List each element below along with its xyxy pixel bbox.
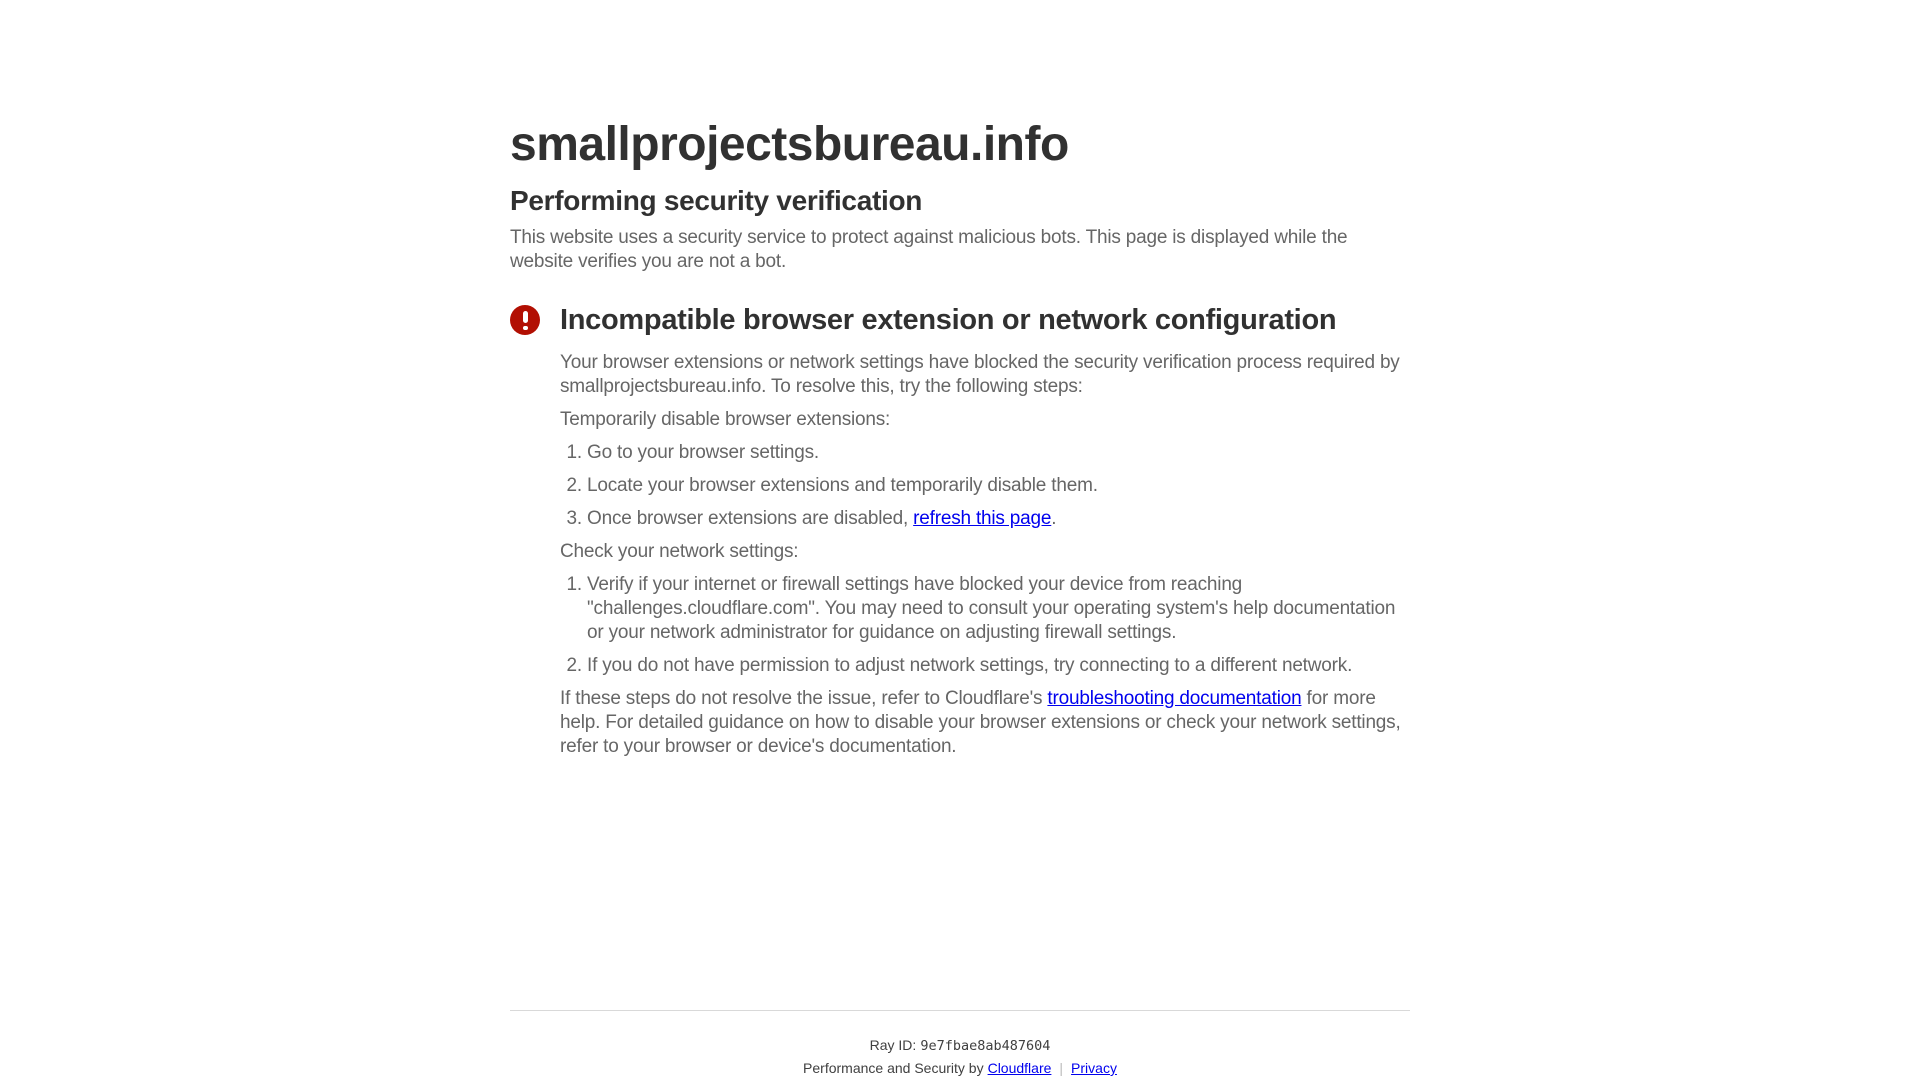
ray-id-label: Ray ID: xyxy=(869,1037,917,1053)
list-item: 2. If you do not have permission to adjust network settings, try connecting to a different network. xyxy=(587,654,1410,678)
intro-text: This website uses a security service to protect against malicious bots. This page is displayed while the website verifies you are not a bot. xyxy=(510,227,1348,273)
ray-id-line xyxy=(510,1034,1410,1057)
page-title: smallprojectsbureau.info xyxy=(510,118,1069,171)
refresh-page-link[interactable]: refresh this page xyxy=(913,508,1052,530)
closing-paragraph xyxy=(560,687,1410,759)
attribution-prefix: Performance and Security by xyxy=(803,1060,984,1076)
list-item: 1. Go to your browser settings. xyxy=(587,441,1410,465)
alert-description: Your browser extensions or network settings have blocked the security verification process required by smallprojectsbureau.info. To resolve this, try the following steps: xyxy=(560,352,1400,398)
list-item: 2. Locate your browser extensions and temporarily disable them. xyxy=(587,474,1410,498)
footer-separator: | xyxy=(1059,1060,1064,1076)
error-exclamation-icon xyxy=(510,305,540,335)
extensions-intro: Temporarily disable browser extensions: xyxy=(560,409,891,431)
alert-section xyxy=(510,302,1410,759)
list-item: 1. Verify if your internet or firewall settings have blocked your device from reaching "challenges.cloudflare.com". You may need to consult your operating system's help documentation or your network administrator for guidance on adjusting firewall settings. xyxy=(587,573,1410,645)
page-subtitle: Performing security verification xyxy=(510,184,923,216)
footer xyxy=(510,1010,1410,1080)
list-item xyxy=(587,507,1410,531)
network-intro: Check your network settings: xyxy=(560,541,799,563)
exclamation-dot xyxy=(523,326,528,331)
network-steps-list xyxy=(560,573,1410,678)
extensions-steps-list xyxy=(560,441,1410,531)
closing-text-post: for more help. For detailed guidance on how to disable your browser extensions or check your network settings, refer to your browser or device's documentation. xyxy=(560,688,1401,758)
exclamation-bar xyxy=(523,311,528,323)
ray-id-value: 9e7fbae8ab487604 xyxy=(920,1038,1051,1054)
alert-heading: Incompatible browser extension or network configuration xyxy=(560,304,1337,337)
step-text-pre: Once browser extensions are disabled, xyxy=(587,508,914,530)
closing-text-pre: If these steps do not resolve the issue, refer to Cloudflare's xyxy=(560,688,1048,710)
cloudflare-link[interactable]: Cloudflare xyxy=(987,1060,1052,1076)
attribution-line xyxy=(510,1057,1410,1079)
privacy-link[interactable]: Privacy xyxy=(1071,1060,1117,1076)
troubleshooting-documentation-link[interactable]: troubleshooting documentation xyxy=(1047,688,1302,710)
content-column xyxy=(510,0,1410,1010)
step-text-post: . xyxy=(1051,508,1057,530)
